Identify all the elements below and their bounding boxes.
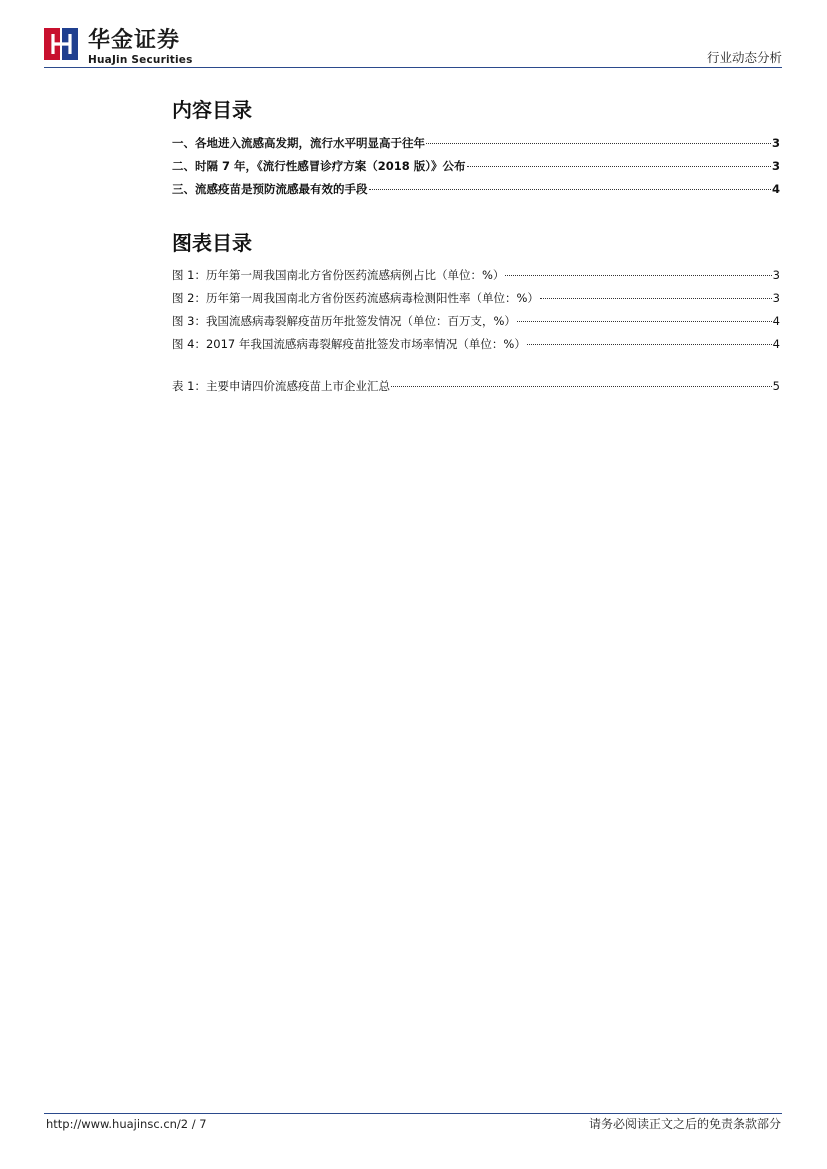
tables-list xyxy=(172,378,780,401)
huajin-logo-icon xyxy=(44,28,78,60)
toc-entry-page: 4 xyxy=(771,182,780,196)
figure-entry-label: 图 2：历年第一周我国南北方省份医药流感病毒检测阳性率（单位：%） xyxy=(172,291,539,305)
contents-list xyxy=(172,135,780,204)
logo-chinese-name: 华金证券 xyxy=(88,28,181,53)
figure-entry-1[interactable] xyxy=(172,267,780,290)
figures-list xyxy=(172,267,780,359)
toc-entry-label: 一、各地进入流感高发期，流行水平明显高于往年 xyxy=(172,136,425,150)
footer-divider xyxy=(44,1113,782,1114)
page-header xyxy=(44,24,782,68)
figures-title: 图表目录 xyxy=(172,231,252,255)
figure-entry-label: 图 3：我国流感病毒裂解疫苗历年批签发情况（单位：百万支，%） xyxy=(172,314,516,328)
figure-entry-label: 图 4：2017 年我国流感病毒裂解疫苗批签发市场率情况（单位：%） xyxy=(172,337,526,351)
table-entry-label: 表 1：主要申请四价流感疫苗上市企业汇总 xyxy=(172,379,390,393)
dot-leader xyxy=(517,321,772,322)
contents-title: 内容目录 xyxy=(172,98,252,122)
dot-leader xyxy=(369,189,771,190)
header-divider xyxy=(44,67,782,68)
table-entry-page: 5 xyxy=(772,379,780,393)
company-logo xyxy=(44,28,194,68)
dot-leader xyxy=(527,344,772,345)
figure-entry-3[interactable] xyxy=(172,313,780,336)
toc-entry-3[interactable] xyxy=(172,181,780,204)
dot-leader xyxy=(467,166,771,167)
figure-entry-page: 4 xyxy=(772,337,780,351)
footer-disclaimer: 请务必阅读正文之后的免责条款部分 xyxy=(588,1117,781,1131)
toc-entry-1[interactable] xyxy=(172,135,780,158)
toc-entry-2[interactable] xyxy=(172,158,780,181)
footer-url-page[interactable]: http://www.huajinsc.cn/2 / 7 xyxy=(46,1117,207,1131)
figure-entry-page: 3 xyxy=(772,291,780,305)
figure-entry-page: 3 xyxy=(772,268,780,282)
dot-leader xyxy=(540,298,772,299)
figure-entry-2[interactable] xyxy=(172,290,780,313)
figure-entry-page: 4 xyxy=(772,314,780,328)
dot-leader xyxy=(505,275,771,276)
dot-leader xyxy=(426,143,771,144)
toc-entry-label: 三、流感疫苗是预防流感最有效的手段 xyxy=(172,182,368,196)
toc-entry-page: 3 xyxy=(771,159,780,173)
logo-english-name: HuaJin Securities xyxy=(88,54,193,66)
report-type-label: 行业动态分析 xyxy=(706,50,782,65)
figure-entry-label: 图 1：历年第一周我国南北方省份医药流感病例占比（单位：%） xyxy=(172,268,505,282)
toc-entry-page: 3 xyxy=(771,136,780,150)
figure-entry-4[interactable] xyxy=(172,336,780,359)
table-entry-1[interactable] xyxy=(172,378,780,401)
dot-leader xyxy=(391,386,772,387)
toc-entry-label: 二、时隔 7 年，《流行性感冒诊疗方案（2018 版）》公布 xyxy=(172,159,466,173)
